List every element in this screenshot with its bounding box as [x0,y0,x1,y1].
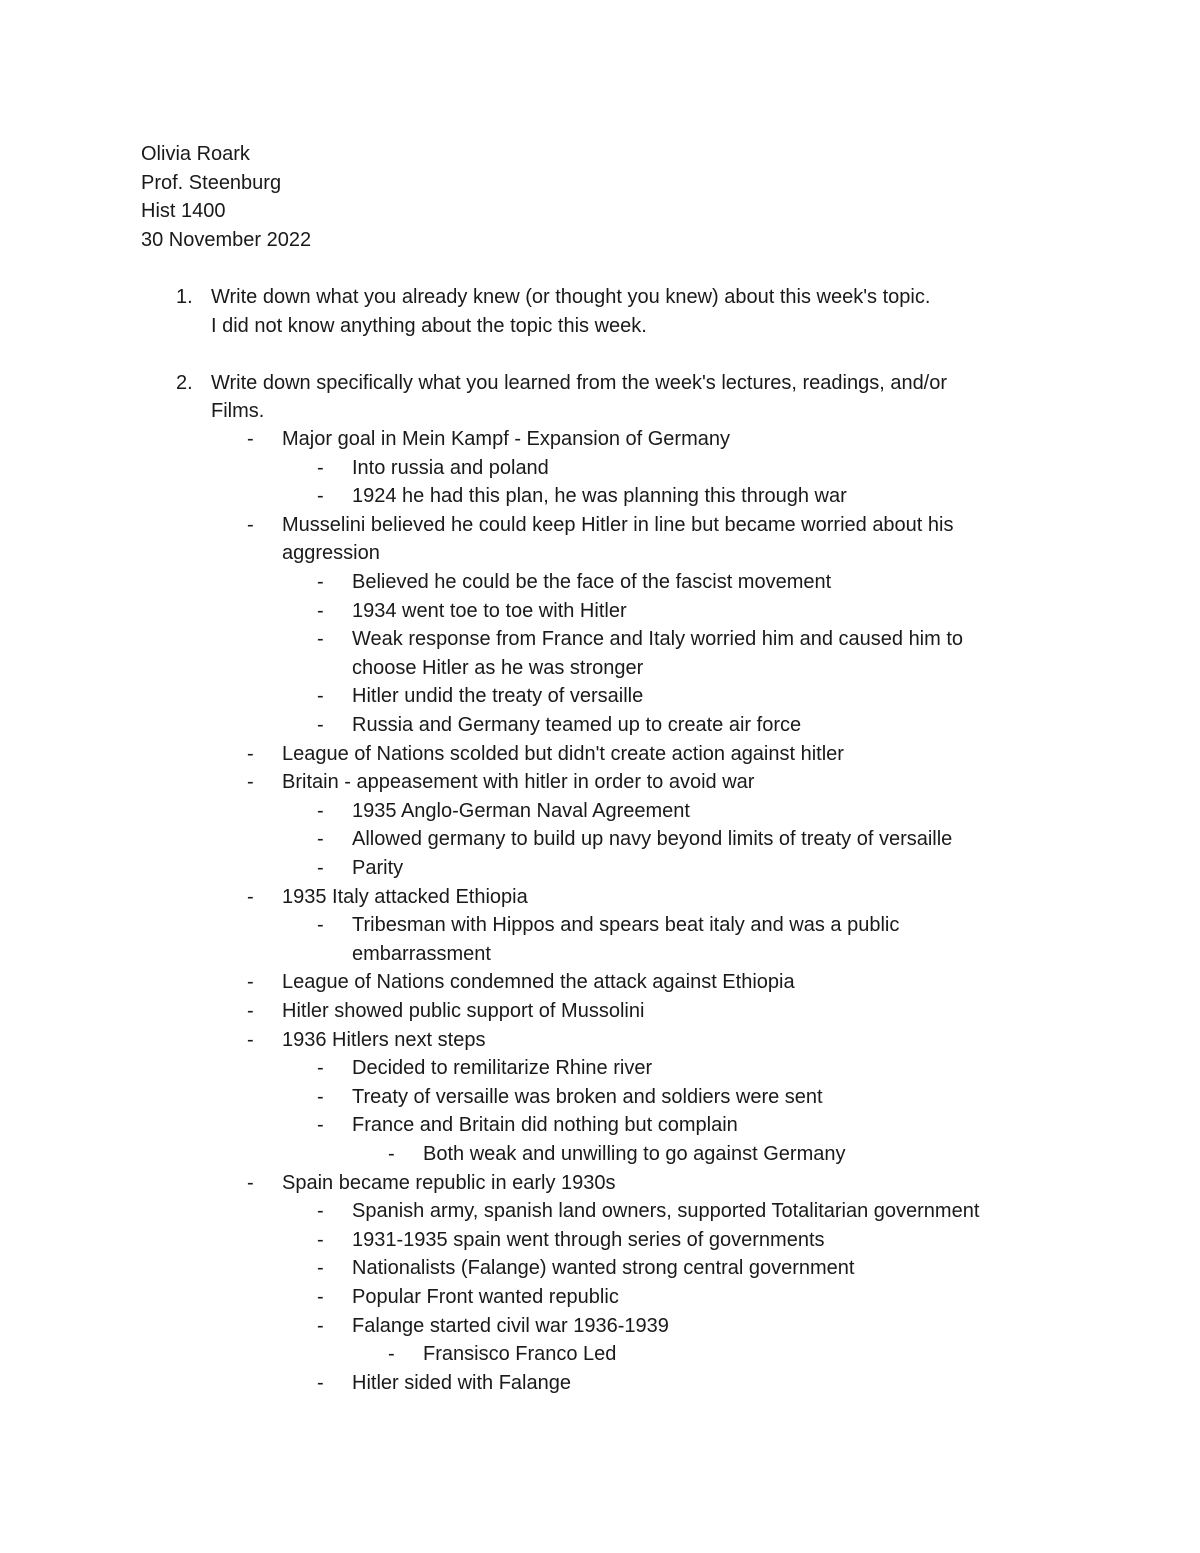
bullet-dash: - [317,571,324,593]
document-date: 30 November 2022 [141,229,312,251]
note-item-level-1: aggression [282,542,380,564]
question-2-prompt-continued: Films. [211,400,265,422]
bullet-dash: - [247,743,254,765]
note-item-level-3: Both weak and unwilling to go against Germany [423,1143,846,1165]
question-2-number: 2. [176,372,193,394]
bullet-dash: - [317,600,324,622]
bullet-dash: - [247,1029,254,1051]
note-item-level-1: Britain - appeasement with hitler in order to avoid war [282,771,755,793]
note-item-level-1: League of Nations condemned the attack against Ethiopia [282,971,795,993]
bullet-dash: - [317,485,324,507]
note-item-level-2: 1931-1935 spain went through series of governments [352,1229,825,1251]
bullet-dash: - [247,771,254,793]
bullet-dash: - [317,1372,324,1394]
bullet-dash: - [317,1114,324,1136]
note-item-level-2: Spanish army, spanish land owners, supported Totalitarian government [352,1200,980,1222]
course-code: Hist 1400 [141,200,226,222]
note-item-level-1: 1936 Hitlers next steps [282,1029,486,1051]
bullet-dash: - [388,1343,395,1365]
question-1-answer: I did not know anything about the topic this week. [211,315,647,337]
bullet-dash: - [317,685,324,707]
bullet-dash: - [317,800,324,822]
bullet-dash: - [247,428,254,450]
note-item-level-1: Major goal in Mein Kampf - Expansion of Germany [282,428,730,450]
bullet-dash: - [317,1315,324,1337]
note-item-level-2: Into russia and poland [352,457,549,479]
question-1-prompt: Write down what you already knew (or thought you knew) about this week's topic. [211,286,931,308]
note-item-level-1: League of Nations scolded but didn't create action against hitler [282,743,844,765]
note-item-level-2: Decided to remilitarize Rhine river [352,1057,653,1079]
bullet-dash: - [317,857,324,879]
note-item-level-2: Weak response from France and Italy worried him and caused him to [352,628,964,650]
note-item-level-1: 1935 Italy attacked Ethiopia [282,886,528,908]
bullet-dash: - [317,1057,324,1079]
bullet-dash: - [317,914,324,936]
professor-name: Prof. Steenburg [141,172,282,194]
bullet-dash: - [247,1000,254,1022]
note-item-level-2: France and Britain did nothing but complain [352,1114,738,1136]
bullet-dash: - [317,1286,324,1308]
note-item-level-2: 1934 went toe to toe with Hitler [352,600,627,622]
note-item-level-1: Spain became republic in early 1930s [282,1172,616,1194]
note-item-level-3: Fransisco Franco Led [423,1343,617,1365]
note-item-level-1: Hitler showed public support of Mussolini [282,1000,645,1022]
note-item-level-2: choose Hitler as he was stronger [352,657,644,679]
note-item-level-1: Musselini believed he could keep Hitler in line but became worried about his [282,514,954,536]
note-item-level-2: Falange started civil war 1936-1939 [352,1315,669,1337]
bullet-dash: - [247,971,254,993]
note-item-level-2: Hitler undid the treaty of versaille [352,685,644,707]
bullet-dash: - [247,1172,254,1194]
question-2-prompt: Write down specifically what you learned from the week's lectures, readings, and/or [211,372,948,394]
note-item-level-2: Russia and Germany teamed up to create air force [352,714,802,736]
note-item-level-2: Treaty of versaille was broken and soldiers were sent [352,1086,823,1108]
question-1-number: 1. [176,286,193,308]
bullet-dash: - [317,1086,324,1108]
note-item-level-2: Parity [352,857,404,879]
note-item-level-2: Nationalists (Falange) wanted strong central government [352,1257,855,1279]
note-item-level-2: Believed he could be the face of the fascist movement [352,571,832,593]
bullet-dash: - [317,828,324,850]
note-item-level-2: Popular Front wanted republic [352,1286,619,1308]
note-item-level-2: Hitler sided with Falange [352,1372,571,1394]
note-item-level-2: 1935 Anglo-German Naval Agreement [352,800,690,822]
bullet-dash: - [317,1257,324,1279]
bullet-dash: - [317,714,324,736]
bullet-dash: - [317,1229,324,1251]
bullet-dash: - [317,628,324,650]
bullet-dash: - [247,514,254,536]
note-item-level-2: embarrassment [352,943,491,965]
bullet-dash: - [247,886,254,908]
note-item-level-2: Allowed germany to build up navy beyond limits of treaty of versaille [352,828,953,850]
note-item-level-2: Tribesman with Hippos and spears beat italy and was a public [352,914,900,936]
bullet-dash: - [388,1143,395,1165]
student-name: Olivia Roark [141,143,250,165]
bullet-dash: - [317,457,324,479]
bullet-dash: - [317,1200,324,1222]
note-item-level-2: 1924 he had this plan, he was planning this through war [352,485,847,507]
